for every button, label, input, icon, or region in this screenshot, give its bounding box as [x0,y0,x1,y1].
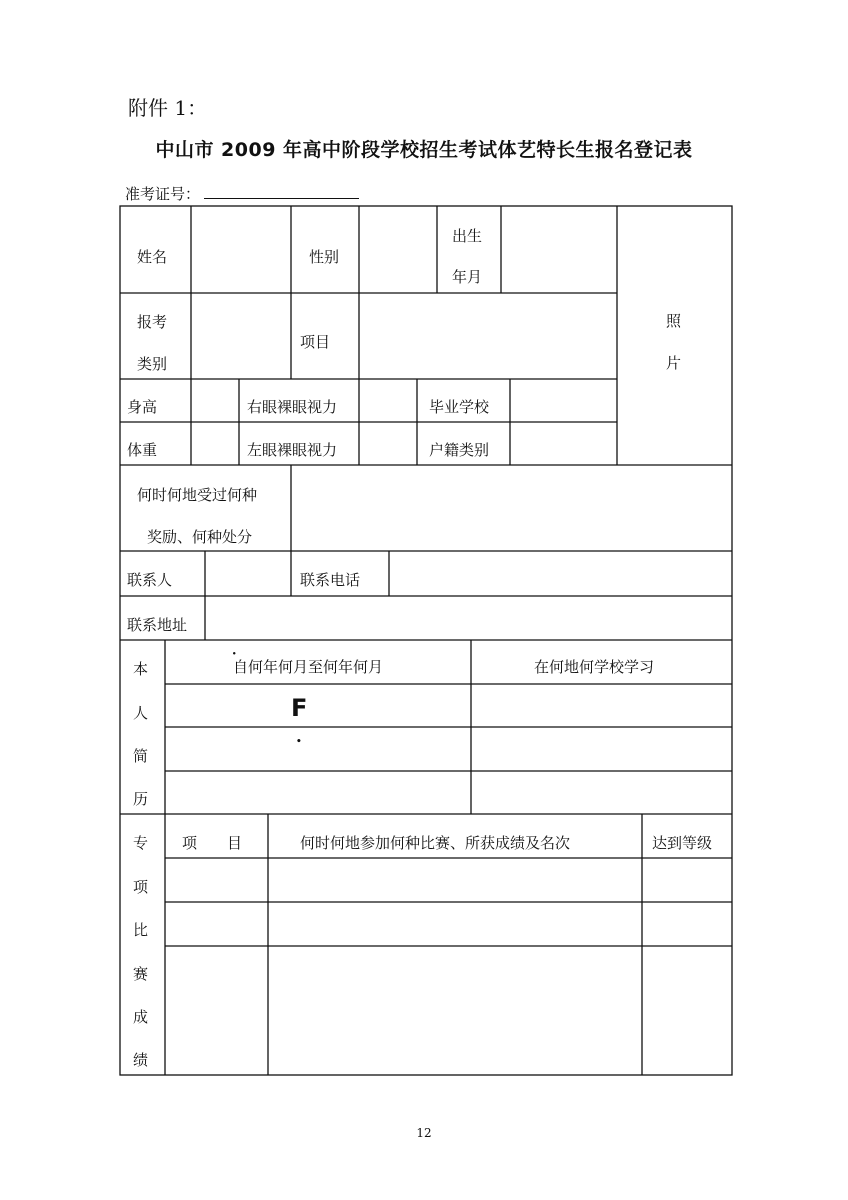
label-gender: 性别 [309,248,340,266]
label-awards-line1: 何时何地受过何种 [137,486,258,504]
resume-side-char: 简 [133,747,149,765]
label-awards-line2: 奖励、何种处分 [147,528,253,546]
resume-col-school: 在何地何学校学习 [534,658,655,676]
resume-side-char: 本 [133,660,149,678]
label-category-line2: 类别 [137,355,168,373]
label-left-eye: 左眼裸眼视力 [247,441,338,459]
label-item: 项目 [300,333,331,351]
competition-col-item: 项 目 [182,834,243,852]
form-title: 中山市 2009 年高中阶段学校招生考试体艺特长生报名登记表 [155,139,693,161]
label-weight: 体重 [127,441,158,459]
handwritten-mark: F [291,694,308,722]
label-birth-line1: 出生 [452,227,483,245]
label-right-eye: 右眼裸眼视力 [247,398,338,416]
label-school: 毕业学校 [429,398,490,416]
resume-side-char: 历 [133,790,149,808]
competition-side-char: 绩 [133,1051,149,1069]
ink-dot: • [296,737,302,747]
exam-number-label: 准考证号： [125,185,201,203]
resume-side-char: 人 [133,704,149,722]
competition-side-char: 比 [133,921,149,939]
label-household: 户籍类别 [429,441,490,459]
label-contact-address: 联系地址 [127,616,188,634]
competition-col-detail: 何时何地参加何种比赛、所获成绩及名次 [300,834,571,852]
resume-col-period: 自何年何月至何年何月 [233,658,384,676]
competition-side-char: 成 [133,1008,149,1026]
photo-label-line1: 照 [666,312,682,330]
attachment-label: 附件 1： [128,96,208,120]
competition-side-char: 赛 [133,965,149,983]
competition-side-char: 专 [133,834,149,852]
label-contact-phone: 联系电话 [300,571,361,589]
label-name: 姓名 [137,248,168,266]
page-number: 12 [416,1126,432,1140]
label-birth-line2: 年月 [452,268,483,286]
ink-dot: • [232,650,237,658]
competition-col-level: 达到等级 [652,834,713,852]
label-category-line1: 报考 [137,313,168,331]
label-contact-person: 联系人 [127,571,173,589]
label-height: 身高 [127,398,158,416]
competition-side-char: 项 [133,878,149,896]
photo-label-line2: 片 [666,354,682,372]
